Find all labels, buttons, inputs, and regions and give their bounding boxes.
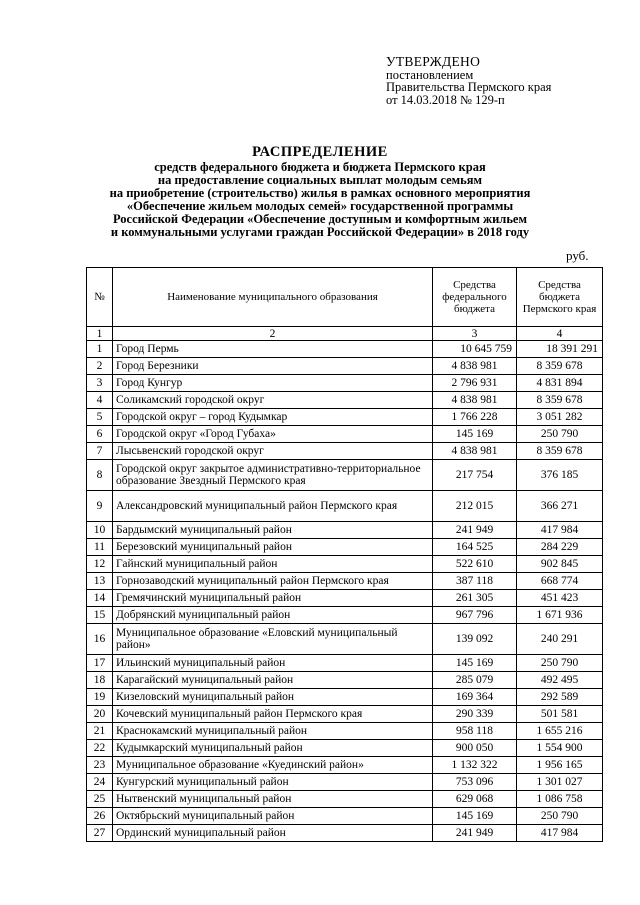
subtitle-line: средств федерального бюджета и бюджета Пермского края (154, 160, 486, 174)
row-number: 8 (87, 460, 113, 491)
row-number: 22 (87, 740, 113, 757)
regional-amount: 4 831 894 (517, 375, 603, 392)
regional-amount: 1 671 936 (517, 607, 603, 624)
municipality-name: Кунгурский муниципальный район (113, 774, 433, 791)
row-number: 13 (87, 573, 113, 590)
federal-amount: 145 169 (433, 808, 517, 825)
row-number: 20 (87, 706, 113, 723)
regional-amount: 376 185 (517, 460, 603, 491)
distribution-table (86, 267, 603, 842)
approval-stamp (386, 56, 551, 106)
municipality-name: Краснокамский муниципальный район (113, 723, 433, 740)
approval-line: постановлением (386, 67, 474, 82)
regional-amount: 3 051 282 (517, 409, 603, 426)
row-number: 21 (87, 723, 113, 740)
federal-amount: 753 096 (433, 774, 517, 791)
table-row (87, 522, 603, 539)
municipality-name: Соликамский городской округ (113, 392, 433, 409)
regional-amount: 8 359 678 (517, 358, 603, 375)
federal-amount: 212 015 (433, 491, 517, 522)
table-row (87, 655, 603, 672)
federal-amount: 1 766 228 (433, 409, 517, 426)
federal-amount: 241 949 (433, 825, 517, 842)
federal-amount: 139 092 (433, 624, 517, 655)
municipality-name: Городской округ – город Кудымкар (113, 409, 433, 426)
table-row (87, 358, 603, 375)
regional-amount: 417 984 (517, 825, 603, 842)
approval-heading: УТВЕРЖДЕНО (386, 54, 481, 69)
regional-amount: 902 845 (517, 556, 603, 573)
table-row (87, 573, 603, 590)
row-number: 14 (87, 590, 113, 607)
row-number: 24 (87, 774, 113, 791)
regional-amount: 366 271 (517, 491, 603, 522)
regional-amount: 1 655 216 (517, 723, 603, 740)
table-row (87, 460, 603, 491)
document-title: РАСПРЕДЕЛЕНИЕ (252, 144, 388, 160)
row-number: 27 (87, 825, 113, 842)
column-number: 2 (113, 327, 433, 341)
header-federal: Средства федерального бюджета (433, 268, 517, 327)
table-row (87, 624, 603, 655)
table-row (87, 539, 603, 556)
federal-amount: 1 132 322 (433, 757, 517, 774)
table-row (87, 491, 603, 522)
header-number: № (87, 268, 113, 327)
regional-amount: 18 391 291 (517, 341, 603, 358)
regional-amount: 1 554 900 (517, 740, 603, 757)
table-row (87, 689, 603, 706)
municipality-name: Добрянский муниципальный район (113, 607, 433, 624)
municipality-name: Кизеловский муниципальный район (113, 689, 433, 706)
regional-amount: 668 774 (517, 573, 603, 590)
column-number: 3 (433, 327, 517, 341)
regional-amount: 8 359 678 (517, 392, 603, 409)
subtitle-line: и коммунальными услугами граждан Российской Федерации» в 2018 году (110, 225, 530, 239)
regional-amount: 8 359 678 (517, 443, 603, 460)
federal-amount: 2 796 931 (433, 375, 517, 392)
municipality-name: Октябрьский муниципальный район (113, 808, 433, 825)
federal-amount: 261 305 (433, 590, 517, 607)
municipality-name: Муниципальное образование «Куединский район» (113, 757, 433, 774)
row-number: 11 (87, 539, 113, 556)
regional-amount: 1 956 165 (517, 757, 603, 774)
table-row (87, 443, 603, 460)
row-number: 16 (87, 624, 113, 655)
table-row (87, 774, 603, 791)
federal-amount: 290 339 (433, 706, 517, 723)
municipality-name: Гремячинский муниципальный район (113, 590, 433, 607)
column-number: 4 (517, 327, 603, 341)
table-row (87, 672, 603, 689)
approval-line: от 14.03.2018 № 129-п (386, 92, 505, 107)
municipality-name: Березовский муниципальный район (113, 539, 433, 556)
table-row (87, 757, 603, 774)
row-number: 3 (87, 375, 113, 392)
table-header-row (87, 268, 603, 327)
municipality-name: Лысьвенский городской округ (113, 443, 433, 460)
federal-amount: 145 169 (433, 426, 517, 443)
table-row (87, 341, 603, 358)
federal-amount: 967 796 (433, 607, 517, 624)
row-number: 25 (87, 791, 113, 808)
table-row (87, 740, 603, 757)
regional-amount: 250 790 (517, 808, 603, 825)
federal-amount: 217 754 (433, 460, 517, 491)
federal-amount: 241 949 (433, 522, 517, 539)
table-row (87, 808, 603, 825)
municipality-name: Ординский муниципальный район (113, 825, 433, 842)
row-number: 5 (87, 409, 113, 426)
subtitle-line: Российской Федерации «Обеспечение доступным и комфортным жильем (112, 212, 527, 226)
municipality-name: Городской округ «Город Губаха» (113, 426, 433, 443)
municipality-name: Город Пермь (113, 341, 433, 358)
federal-amount: 4 838 981 (433, 392, 517, 409)
table-row (87, 409, 603, 426)
row-number: 23 (87, 757, 113, 774)
municipality-name: Кочевский муниципальный район Пермского края (113, 706, 433, 723)
federal-amount: 285 079 (433, 672, 517, 689)
federal-amount: 629 068 (433, 791, 517, 808)
federal-amount: 900 050 (433, 740, 517, 757)
municipality-name: Гайнский муниципальный район (113, 556, 433, 573)
regional-amount: 501 581 (517, 706, 603, 723)
municipality-name: Ильинский муниципальный район (113, 655, 433, 672)
municipality-name: Нытвенский муниципальный район (113, 791, 433, 808)
currency-unit: руб. (566, 248, 589, 263)
municipality-name: Город Березники (113, 358, 433, 375)
document-subtitle (60, 161, 580, 239)
table-row (87, 426, 603, 443)
federal-amount: 958 118 (433, 723, 517, 740)
row-number: 19 (87, 689, 113, 706)
regional-amount: 451 423 (517, 590, 603, 607)
row-number: 15 (87, 607, 113, 624)
federal-amount: 10 645 759 (433, 341, 517, 358)
table-row (87, 825, 603, 842)
column-number: 1 (87, 327, 113, 341)
table-body (87, 341, 603, 842)
federal-amount: 4 838 981 (433, 443, 517, 460)
regional-amount: 250 790 (517, 426, 603, 443)
municipality-name: Кудымкарский муниципальный район (113, 740, 433, 757)
municipality-name: Город Кунгур (113, 375, 433, 392)
regional-amount: 1 086 758 (517, 791, 603, 808)
table-row (87, 706, 603, 723)
subtitle-line: на приобретение (строительство) жилья в рамках основного мероприятия (109, 186, 531, 200)
regional-amount: 417 984 (517, 522, 603, 539)
federal-amount: 169 364 (433, 689, 517, 706)
row-number: 7 (87, 443, 113, 460)
header-name: Наименование муниципального образования (113, 268, 433, 327)
federal-amount: 522 610 (433, 556, 517, 573)
table-row (87, 723, 603, 740)
approval-line: Правительства Пермского края (386, 80, 552, 94)
municipality-name: Карагайский муниципальный район (113, 672, 433, 689)
row-number: 1 (87, 341, 113, 358)
header-regional: Средства бюджета Пермского края (517, 268, 603, 327)
federal-amount: 145 169 (433, 655, 517, 672)
municipality-name: Бардымский муниципальный район (113, 522, 433, 539)
table-row (87, 791, 603, 808)
row-number: 17 (87, 655, 113, 672)
municipality-name: Горнозаводский муниципальный район Пермского края (113, 573, 433, 590)
column-number-row (87, 327, 603, 341)
regional-amount: 492 495 (517, 672, 603, 689)
federal-amount: 387 118 (433, 573, 517, 590)
regional-amount: 250 790 (517, 655, 603, 672)
regional-amount: 1 301 027 (517, 774, 603, 791)
municipality-name: Городской округ закрытое административно-территориальное образование Звездный Пермского края (113, 460, 433, 491)
table-row (87, 607, 603, 624)
row-number: 4 (87, 392, 113, 409)
federal-amount: 4 838 981 (433, 358, 517, 375)
table-row (87, 392, 603, 409)
table-row (87, 556, 603, 573)
row-number: 2 (87, 358, 113, 375)
table-row (87, 375, 603, 392)
regional-amount: 284 229 (517, 539, 603, 556)
municipality-name: Александровский муниципальный район Пермского края (113, 491, 433, 522)
table-row (87, 590, 603, 607)
row-number: 12 (87, 556, 113, 573)
municipality-name: Муниципальное образование «Еловский муниципальный район» (113, 624, 433, 655)
regional-amount: 292 589 (517, 689, 603, 706)
row-number: 6 (87, 426, 113, 443)
row-number: 26 (87, 808, 113, 825)
row-number: 18 (87, 672, 113, 689)
federal-amount: 164 525 (433, 539, 517, 556)
row-number: 9 (87, 491, 113, 522)
regional-amount: 240 291 (517, 624, 603, 655)
row-number: 10 (87, 522, 113, 539)
subtitle-line: на предоставление социальных выплат молодым семьям (157, 173, 483, 187)
subtitle-line: «Обеспечение жильем молодых семей» государственной программы (126, 199, 514, 213)
